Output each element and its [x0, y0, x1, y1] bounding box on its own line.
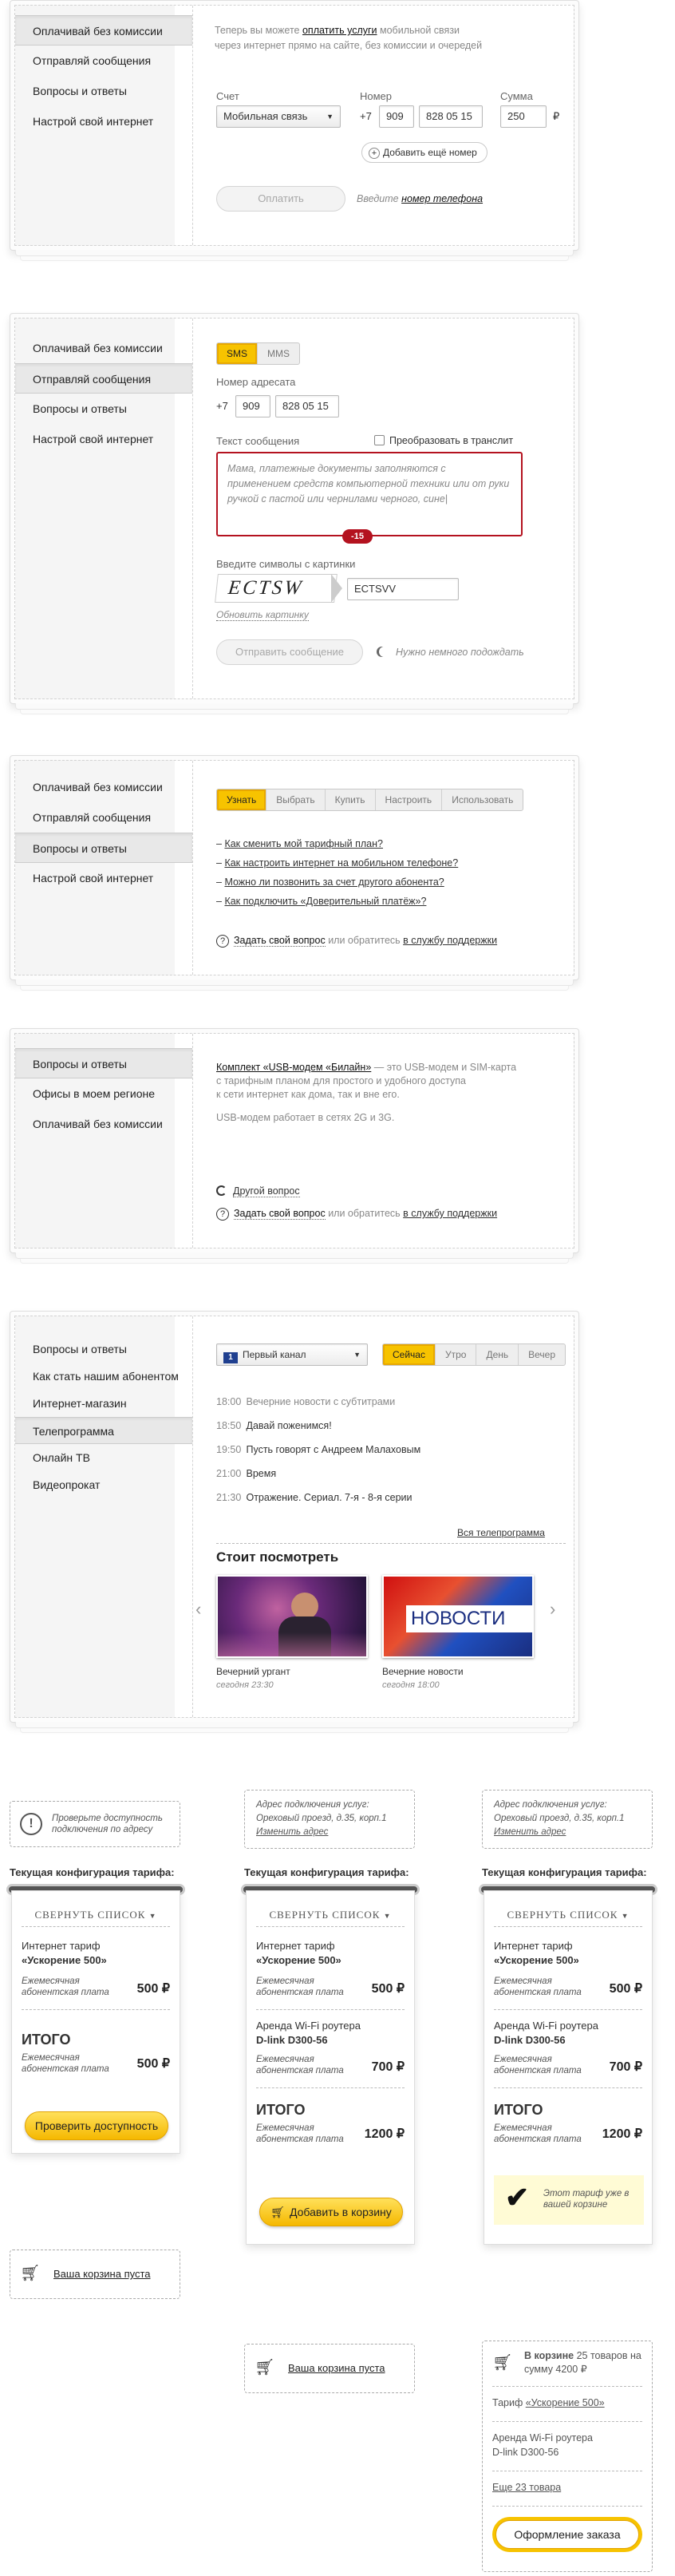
tv-program-panel	[10, 1311, 579, 1723]
monthly-label: Ежемесячная абонентская плата	[494, 2123, 582, 2144]
list-item[interactable]: 18:50 Давай поженимся!	[216, 1420, 332, 1431]
channel-logo-icon: 1	[223, 1352, 238, 1363]
show-thumbnail[interactable]	[216, 1575, 368, 1658]
support-link[interactable]: в службу поддержки	[403, 935, 498, 946]
monthly-label: Ежемесячная абонентская плата	[256, 2123, 344, 2144]
channel-select[interactable]: 1 Первый канал ▼	[216, 1343, 368, 1366]
captcha-arrow	[331, 574, 342, 603]
account-select[interactable]: Мобильная связь ▼	[216, 105, 341, 128]
monthly-label: Ежемесячная абонентская плата	[22, 2053, 109, 2074]
chevron-left-icon[interactable]: ‹	[195, 1599, 202, 1619]
change-address-link[interactable]: Изменить адрес	[494, 1827, 566, 1837]
router-name: Аренда Wi-Fi роутера D-link D300-56	[494, 2020, 598, 2046]
question-icon: ?	[216, 935, 229, 948]
monthly-label: Ежемесячная абонентская плата	[22, 1977, 109, 1997]
other-question-link[interactable]: Другой вопрос	[216, 1185, 300, 1197]
collapse-list-button[interactable]: СВЕРНУТЬ СПИСОК ▼	[507, 1909, 630, 1921]
in-cart-notice: ✔ Этот тариф уже в вашей корзине	[494, 2175, 644, 2225]
tab-use[interactable]: Использовать	[452, 794, 514, 805]
list-item[interactable]: – Как подключить «Доверительный платёж»?	[216, 896, 427, 907]
phone-number-input[interactable]: 828 05 15	[275, 395, 339, 417]
list-item[interactable]: 18:00 Вечерние новости с субтитрами	[216, 1396, 396, 1407]
phone-hint: Введите номер телефона	[357, 193, 484, 204]
tariff-name: Интернет тариф «Ускорение 500»	[256, 1940, 341, 1966]
pay-button[interactable]: Оплатить	[216, 186, 345, 212]
chevron-right-icon[interactable]: ›	[550, 1599, 556, 1619]
captcha-label: Введите символы с картинки	[216, 558, 356, 570]
menu-item-messages[interactable]: Отправляй сообщения	[15, 363, 192, 394]
support-link[interactable]: в службу поддержки	[403, 1208, 498, 1219]
router-price: 700 ₽	[371, 2060, 405, 2074]
tariff-price: 500 ₽	[609, 1982, 642, 1996]
chevron-down-icon: ▼	[326, 113, 334, 121]
collapse-list-button[interactable]: СВЕРНУТЬ СПИСОК ▼	[269, 1909, 392, 1921]
operator-code-input[interactable]: 909	[379, 105, 414, 128]
wait-hint: Нужно немного подождать	[376, 647, 524, 658]
collapse-list-button[interactable]: СВЕРНУТЬ СПИСОК ▼	[34, 1909, 157, 1921]
tab-evening[interactable]: Вечер	[528, 1349, 556, 1360]
currency-sign: ₽	[553, 110, 560, 122]
translit-option[interactable]: Преобразовать в транслит	[374, 435, 513, 446]
sidebar-menu	[15, 333, 192, 454]
menu-item-pay[interactable]: Оплачивай без комиссии	[33, 1118, 163, 1130]
tab-now[interactable]: Сейчас	[383, 1344, 436, 1365]
menu-item-pay[interactable]: Оплачивай без комиссии	[33, 342, 163, 354]
intro-text: Теперь вы можете оплатить услуги мобильной связи через интернет прямо на сайте, без комиссии и очередей	[215, 25, 483, 51]
list-item[interactable]: 19:50 Пусть говорят с Андреем Малаховым	[216, 1444, 421, 1455]
show-thumbnail[interactable]	[382, 1575, 534, 1658]
sidebar-menu	[15, 1335, 192, 1498]
cart-item: Тариф «Ускорение 500»	[492, 2397, 605, 2408]
show-time: сегодня 18:00	[382, 1680, 440, 1690]
time-tabs	[382, 1343, 566, 1366]
phone-hint-link[interactable]: номер телефона	[401, 193, 484, 204]
country-code: +7	[216, 400, 228, 412]
all-program-link[interactable]: Вся телепрограмма	[457, 1527, 545, 1538]
captcha-image: ECTSW	[215, 574, 338, 603]
config-card	[246, 1890, 415, 2245]
add-number-button[interactable]: + Добавить ещё номер	[361, 142, 488, 163]
tab-buy[interactable]: Купить	[326, 789, 376, 810]
address-box: Адрес подключения услуг: Ореховый проезд, д.35, корп.1 Изменить адрес	[482, 1790, 653, 1849]
sum-input[interactable]: 250	[500, 105, 547, 128]
show-time: сегодня 23:30	[216, 1680, 274, 1690]
faq-tabs	[216, 789, 523, 811]
config-card	[484, 1890, 653, 2245]
tab-morning[interactable]: Утро	[436, 1344, 476, 1365]
sidebar-menu	[15, 772, 192, 893]
cart-icon: 🛒︎	[270, 2206, 285, 2218]
menu-item-internet[interactable]: Настрой свой интернет	[33, 872, 154, 884]
usb-modem-link[interactable]: Комплект «USB-модем «Билайн»	[216, 1062, 372, 1073]
menu-item-faq[interactable]: Вопросы и ответы	[15, 1048, 192, 1078]
host-figure	[291, 1593, 318, 1620]
monthly-label: Ежемесячная абонентская плата	[256, 2055, 344, 2075]
payment-panel	[10, 0, 579, 251]
menu-item-shop[interactable]: Интернет-магазин	[33, 1397, 127, 1410]
total-label: ИТОГО	[256, 2102, 306, 2118]
city-lights	[218, 1632, 366, 1656]
usb-modem-panel	[10, 1028, 579, 1253]
menu-item-faq[interactable]: Вопросы и ответы	[33, 402, 127, 415]
more-items-link[interactable]: Еще 23 товара	[492, 2482, 562, 2493]
config-title: Текущая конфигурация тарифа:	[10, 1866, 175, 1878]
cart-icon: 🛒︎	[20, 2265, 41, 2282]
tariff-name: Интернет тариф «Ускорение 500»	[494, 1940, 579, 1966]
menu-item-online-tv[interactable]: Онлайн ТВ	[33, 1451, 90, 1464]
cart-icon: 🛒︎	[492, 2354, 513, 2372]
divider	[216, 1543, 566, 1544]
empty-cart-box[interactable]: 🛒︎ Ваша корзина пуста	[10, 2250, 180, 2299]
address-box: Адрес подключения услуг: Ореховый проезд, д.35, корп.1 Изменить адрес	[244, 1790, 415, 1849]
message-textarea[interactable]: Мама, платежные документы заполняются с применением средств компьютерной техники или от руки ручкой с пастой или чернилами черного, сине|	[216, 452, 523, 536]
config-card	[11, 1890, 180, 2154]
menu-item-pay[interactable]: Оплачивай без комиссии	[15, 15, 192, 46]
chevron-down-icon: ▼	[353, 1351, 361, 1359]
news-banner: НОВОСТИ	[406, 1605, 534, 1632]
schedule-list	[216, 1390, 420, 1510]
operator-code-input[interactable]: 909	[235, 395, 270, 417]
list-item[interactable]: – Как сменить мой тарифный план?	[216, 838, 383, 849]
add-to-cart-button[interactable]: 🛒︎ Добавить в корзину	[259, 2198, 403, 2226]
cart-icon: 🛒︎	[255, 2359, 275, 2376]
monthly-label: Ежемесячная абонентская плата	[494, 1977, 582, 1997]
refresh-icon	[216, 1185, 227, 1196]
question-icon: ?	[216, 1208, 229, 1221]
question-list	[216, 834, 458, 911]
translit-checkbox[interactable]	[374, 435, 385, 445]
menu-item-faq[interactable]: Вопросы и ответы	[33, 85, 127, 97]
empty-cart-box[interactable]: 🛒︎ Ваша корзина пуста	[244, 2344, 415, 2393]
cart-summary: В корзине 25 товаров на сумму 4200 ₽	[524, 2350, 641, 2375]
total-price: 1200 ₽	[364, 2127, 405, 2141]
tab-sms[interactable]: SMS	[217, 343, 258, 364]
checkout-button[interactable]: Оформление заказа	[495, 2520, 639, 2549]
change-address-link[interactable]: Изменить адрес	[256, 1827, 329, 1837]
faq-panel	[10, 755, 579, 980]
phone-number-input[interactable]: 828 05 15	[419, 105, 483, 128]
moon-icon	[379, 647, 389, 657]
cart-item: Аренда Wi-Fi роутера D-link D300-56	[492, 2432, 593, 2458]
router-name: Аренда Wi-Fi роутера D-link D300-56	[256, 2020, 361, 2046]
tab-learn[interactable]: Узнать	[217, 789, 266, 810]
tab-day[interactable]: День	[476, 1344, 519, 1365]
menu-item-pay[interactable]: Оплачивай без комиссии	[33, 781, 163, 793]
send-message-button[interactable]: Отправить сообщение	[216, 639, 363, 665]
tab-choose[interactable]: Выбрать	[266, 789, 325, 810]
menu-item-messages[interactable]: Отправляй сообщения	[33, 811, 152, 824]
ask-question-row: ? Задать свой вопрос или обратитесь в службу поддержки	[216, 935, 497, 948]
sum-label: Сумма	[500, 90, 533, 102]
answer-note: USB-модем работает в сетях 2G и 3G.	[216, 1112, 395, 1123]
tariff-price: 500 ₽	[371, 1982, 405, 1996]
number-label: Номер	[360, 90, 393, 102]
message-label: Текст сообщения	[216, 435, 300, 447]
menu-item-subscribe[interactable]: Как стать нашим абонентом	[33, 1370, 179, 1383]
list-item[interactable]: – Можно ли позвонить за счет другого абонента?	[216, 876, 444, 888]
list-item[interactable]: – Как настроить интернет на мобильном телефоне?	[216, 857, 459, 869]
menu-item-faq[interactable]: Вопросы и ответы	[33, 1343, 127, 1355]
menu-item-offices[interactable]: Офисы в моем регионе	[33, 1087, 156, 1100]
check-availability-button[interactable]: Проверить доступность	[25, 2111, 168, 2140]
message-type-tabs	[216, 342, 300, 365]
total-price: 500 ₽	[136, 2057, 170, 2071]
show-title[interactable]: Вечерний ургант	[216, 1666, 290, 1677]
menu-item-faq[interactable]: Вопросы и ответы	[15, 833, 192, 863]
menu-item-messages[interactable]: Отправляй сообщения	[33, 54, 152, 67]
pay-services-link[interactable]: оплатить услуги	[302, 25, 377, 36]
plus-icon: +	[369, 148, 380, 159]
char-counter-badge: -15	[342, 529, 373, 544]
captcha-input[interactable]: ECTSVV	[347, 578, 459, 600]
sidebar-menu	[15, 15, 192, 137]
show-title[interactable]: Вечерние новости	[382, 1666, 464, 1677]
monthly-label: Ежемесячная абонентская плата	[256, 1977, 344, 1997]
ask-question-link[interactable]: Задать свой вопрос	[234, 935, 326, 946]
check-address-note: ! Проверьте доступность подключения по адресу	[10, 1801, 180, 1847]
sms-panel	[10, 313, 579, 704]
refresh-captcha-link[interactable]: Обновить картинку	[216, 609, 309, 620]
tab-mms[interactable]: MMS	[267, 348, 290, 359]
router-price: 700 ₽	[609, 2060, 642, 2074]
watch-title: Стоит посмотреть	[216, 1549, 339, 1565]
menu-item-internet[interactable]: Настрой свой интернет	[33, 115, 154, 128]
cart-tariff-link[interactable]: «Ускорение 500»	[525, 2397, 605, 2408]
country-code: +7	[360, 110, 372, 122]
config-title: Текущая конфигурация тарифа:	[482, 1866, 647, 1878]
tariff-price: 500 ₽	[136, 1982, 170, 1996]
account-label: Счет	[216, 90, 239, 102]
list-item[interactable]: 21:30 Отражение. Сериал. 7-я - 8-я серии	[216, 1492, 412, 1503]
list-item[interactable]: 21:00 Время	[216, 1468, 277, 1479]
checkmark-icon: ✔	[505, 2181, 530, 2214]
tariff-name: Интернет тариф «Ускорение 500»	[22, 1940, 107, 1966]
menu-item-internet[interactable]: Настрой свой интернет	[33, 433, 154, 445]
ask-question-link[interactable]: Задать свой вопрос	[234, 1208, 326, 1219]
tab-setup[interactable]: Настроить	[376, 789, 443, 810]
menu-item-video-rental[interactable]: Видеопрокат	[33, 1478, 101, 1491]
cart-box	[482, 2341, 653, 2572]
sidebar-menu	[15, 1048, 192, 1139]
answer-text: Комплект «USB-модем «Билайн» — это USB-модем и SIM-карта с тарифным планом для простого и удобного доступа к сети интернет как дома, так и вне его.	[216, 1062, 517, 1100]
config-title: Текущая конфигурация тарифа:	[244, 1866, 409, 1878]
monthly-label: Ежемесячная абонентская плата	[494, 2055, 582, 2075]
ask-question-row: ? Задать свой вопрос или обратитесь в службу поддержки	[216, 1208, 497, 1221]
menu-item-tv-program[interactable]: Телепрограмма	[15, 1417, 192, 1444]
warning-icon: !	[20, 1813, 42, 1835]
total-price: 1200 ₽	[602, 2127, 642, 2141]
recipient-label: Номер адресата	[216, 376, 296, 388]
total-label: ИТОГО	[22, 2032, 71, 2048]
total-label: ИТОГО	[494, 2102, 543, 2118]
